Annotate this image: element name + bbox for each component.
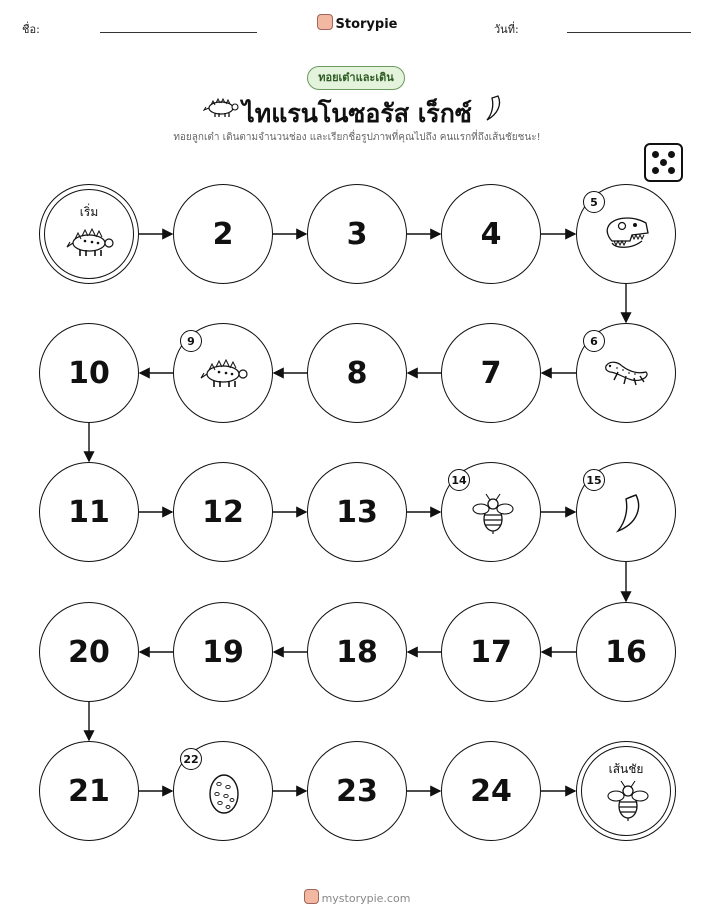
board-cell[interactable] (173, 323, 273, 423)
cell-number-badge: 22 (180, 748, 202, 770)
footer (0, 889, 714, 905)
cell-number: 11 (68, 494, 110, 530)
cell-number: 23 (336, 773, 378, 809)
cell-number-badge: 6 (583, 330, 605, 352)
storypie-footer-logo-icon (304, 889, 319, 904)
cell-number: 4 (480, 216, 502, 252)
start-cell[interactable] (39, 184, 139, 284)
cell-number: 18 (336, 634, 378, 670)
cell-number: 13 (336, 494, 378, 530)
tooth-icon (602, 491, 652, 539)
name-label: ชื่อ: (22, 23, 40, 36)
board-cell[interactable] (173, 184, 273, 284)
board-cell[interactable] (173, 602, 273, 702)
cell-number: 8 (346, 355, 368, 391)
instructions: ทอยลูกเต๋า เดินตามจำนวนช่อง และเรียกชื่อรูปภาพที่คุณไปถึง คนแรกที่ถึงเส้นชัยชนะ! (173, 132, 541, 143)
board-cell[interactable] (173, 741, 273, 841)
board-cell[interactable] (441, 602, 541, 702)
page-title: ไทแรนโนซอรัส เร็กซ์ (242, 99, 472, 128)
egg-icon (199, 770, 249, 820)
cell-number: 19 (202, 634, 244, 670)
board-cell[interactable] (39, 741, 139, 841)
cell-number: 21 (68, 773, 110, 809)
board-cell[interactable] (441, 462, 541, 562)
trex-skull-icon (602, 213, 652, 257)
cell-number-badge: 15 (583, 469, 605, 491)
cell-number-badge: 9 (180, 330, 202, 352)
cell-number: 12 (202, 494, 244, 530)
bee-icon (602, 778, 652, 826)
board-cell[interactable] (307, 602, 407, 702)
cell-number: 7 (480, 355, 502, 391)
cell-number: 3 (346, 216, 368, 252)
board-cell[interactable] (576, 602, 676, 702)
board-cell[interactable] (441, 184, 541, 284)
board-cell[interactable] (576, 323, 676, 423)
cell-number-badge: 14 (448, 469, 470, 491)
board-cell[interactable] (307, 741, 407, 841)
cell-number: 16 (605, 634, 647, 670)
board-cell[interactable] (576, 462, 676, 562)
board-cell[interactable] (39, 602, 139, 702)
ankylosaurus-icon (65, 221, 115, 265)
board-cell[interactable] (39, 323, 139, 423)
board-cell[interactable] (576, 184, 676, 284)
finish-label: เส้นชัย (608, 762, 644, 776)
footer-url: mystorypie.com (321, 892, 411, 905)
bee-icon (467, 491, 517, 539)
board-cell[interactable] (307, 462, 407, 562)
board-cell[interactable] (39, 462, 139, 562)
board-cell[interactable] (307, 184, 407, 284)
cell-number: 20 (68, 634, 110, 670)
ankylosaurus-icon (199, 352, 249, 396)
cell-number: 10 (68, 355, 110, 391)
start-label: เริ่ม (79, 205, 99, 219)
cell-number: 24 (470, 773, 512, 809)
cell-number: 17 (470, 634, 512, 670)
lizard-icon (602, 352, 652, 396)
finish-cell[interactable] (576, 741, 676, 841)
cell-number: 2 (212, 216, 234, 252)
brand-text: Storypie (335, 17, 398, 32)
board-cell[interactable] (441, 323, 541, 423)
board-cell[interactable] (307, 323, 407, 423)
board-cell[interactable] (441, 741, 541, 841)
game-type-pill: ทอยเต๋าและเดิน (307, 66, 405, 90)
cell-number-badge: 5 (583, 191, 605, 213)
board-cell[interactable] (173, 462, 273, 562)
date-label: วันที่: (494, 23, 519, 36)
